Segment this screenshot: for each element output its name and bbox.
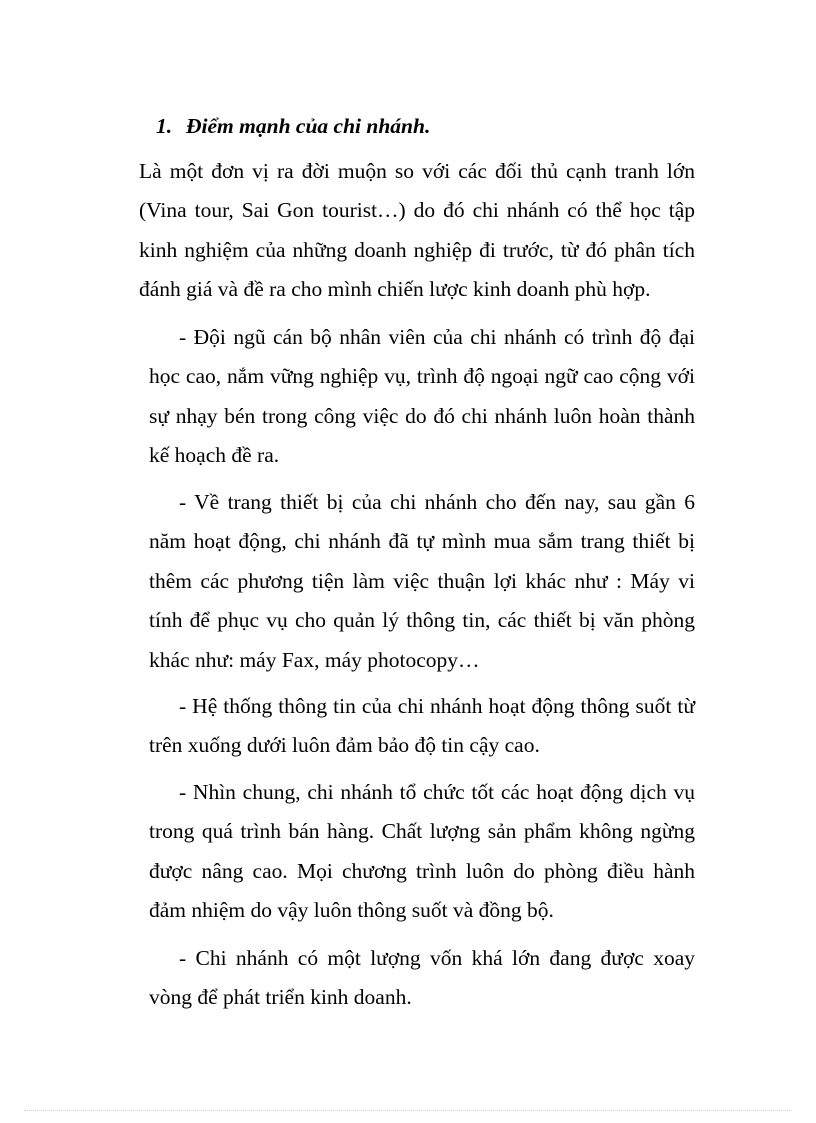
section-number: 1. (156, 114, 173, 138)
bullet-paragraph-services: - Nhìn chung, chi nhánh tổ chức tốt các hoạt động dịch vụ trong quá trình bán hàng. Chất lượng sản phẩm không ngừng được nâng cao. Mọi chương trình luôn do phòng điều hành đảm nhiệm do vậy luôn thông suốt và đồng bộ. (149, 780, 695, 923)
page-bottom-divider (24, 1110, 792, 1111)
bullet-paragraph-capital: - Chi nhánh có một lượng vốn khá lớn đang được xoay vòng để phát triển kinh doanh. (149, 946, 695, 1010)
section-title: Điểm mạnh của chi nhánh. (186, 114, 431, 138)
bullet-paragraph-staff: - Đội ngũ cán bộ nhân viên của chi nhánh có trình độ đại học cao, nắm vững nghiệp vụ, trình độ ngoại ngữ cao cộng với sự nhạy bén trong công việc do đó chi nhánh luôn hoàn thành kế hoạch đề ra. (149, 325, 695, 468)
bullet-paragraph-information-system: - Hệ thống thông tin của chi nhánh hoạt động thông suốt từ trên xuống dưới luôn đảm bảo độ tin cậy cao. (149, 694, 695, 758)
section-heading (156, 113, 430, 139)
bullet-paragraph-equipment: - Về trang thiết bị của chi nhánh cho đến nay, sau gần 6 năm hoạt động, chi nhánh đã tự mình mua sắm trang thiết bị thêm các phương tiện làm việc thuận lợi khác như : Máy vi tính để phục vụ cho quản lý thông tin, các thiết bị văn phòng khác như: máy Fax, máy photocopy… (149, 490, 695, 672)
intro-paragraph: Là một đơn vị ra đời muộn so với các đối thủ cạnh tranh lớn (Vina tour, Sai Gon tourist…) do đó chi nhánh có thể học tập kinh nghiệm của những doanh nghiệp đi trước, từ đó phân tích đánh giá và đề ra cho mình chiến lược kinh doanh phù hợp. (139, 159, 695, 302)
